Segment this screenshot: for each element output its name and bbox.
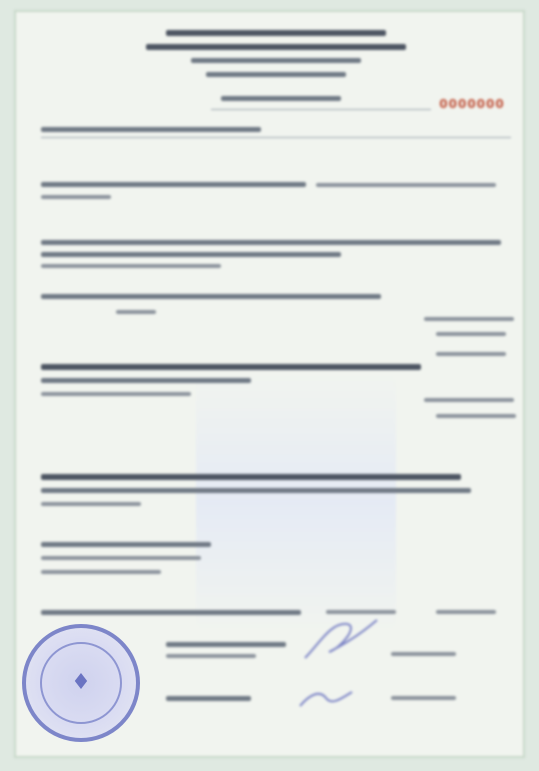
validity-to <box>436 610 496 614</box>
code-line <box>41 294 381 299</box>
extra-line-2 <box>41 556 201 560</box>
issuer-line-3 <box>41 195 111 199</box>
side-note-4 <box>424 398 514 402</box>
emblem-icon: ♦ <box>71 670 91 695</box>
side-note-3 <box>436 352 506 356</box>
number-label <box>221 96 341 101</box>
basis-line-1 <box>41 474 461 480</box>
extra-line-1 <box>41 542 211 547</box>
number-rule <box>211 109 431 110</box>
product-line-1 <box>41 240 501 245</box>
code-line-2 <box>116 310 156 314</box>
expert-title <box>166 696 251 701</box>
header-line-2 <box>146 44 406 50</box>
head-signature <box>301 614 381 664</box>
applicant-line <box>41 127 261 132</box>
official-stamp <box>22 624 140 742</box>
head-name <box>391 652 456 656</box>
conformity-line-2 <box>41 378 251 383</box>
head-title-2 <box>166 654 256 658</box>
product-line-2 <box>41 252 341 257</box>
issuer-line-2 <box>316 183 496 187</box>
header-line-3 <box>191 58 361 63</box>
side-note-2 <box>436 332 506 336</box>
header-line-4 <box>206 72 346 77</box>
watermark <box>196 372 396 632</box>
head-title-1 <box>166 642 286 647</box>
conformity-line-3 <box>41 392 191 396</box>
applicant-rule <box>41 137 511 138</box>
expert-name <box>391 696 456 700</box>
issuer-line-1 <box>41 182 306 187</box>
registration-number: 0000000 <box>439 97 505 111</box>
expert-signature <box>296 684 356 714</box>
validity-line <box>41 610 301 615</box>
product-line-3 <box>41 264 221 268</box>
header-line-1 <box>166 30 386 36</box>
basis-line-3 <box>41 502 141 506</box>
extra-line-3 <box>41 570 161 574</box>
side-note-1 <box>424 317 514 321</box>
conformity-line-1 <box>41 364 421 370</box>
side-note-5 <box>436 414 516 418</box>
basis-line-2 <box>41 488 471 493</box>
